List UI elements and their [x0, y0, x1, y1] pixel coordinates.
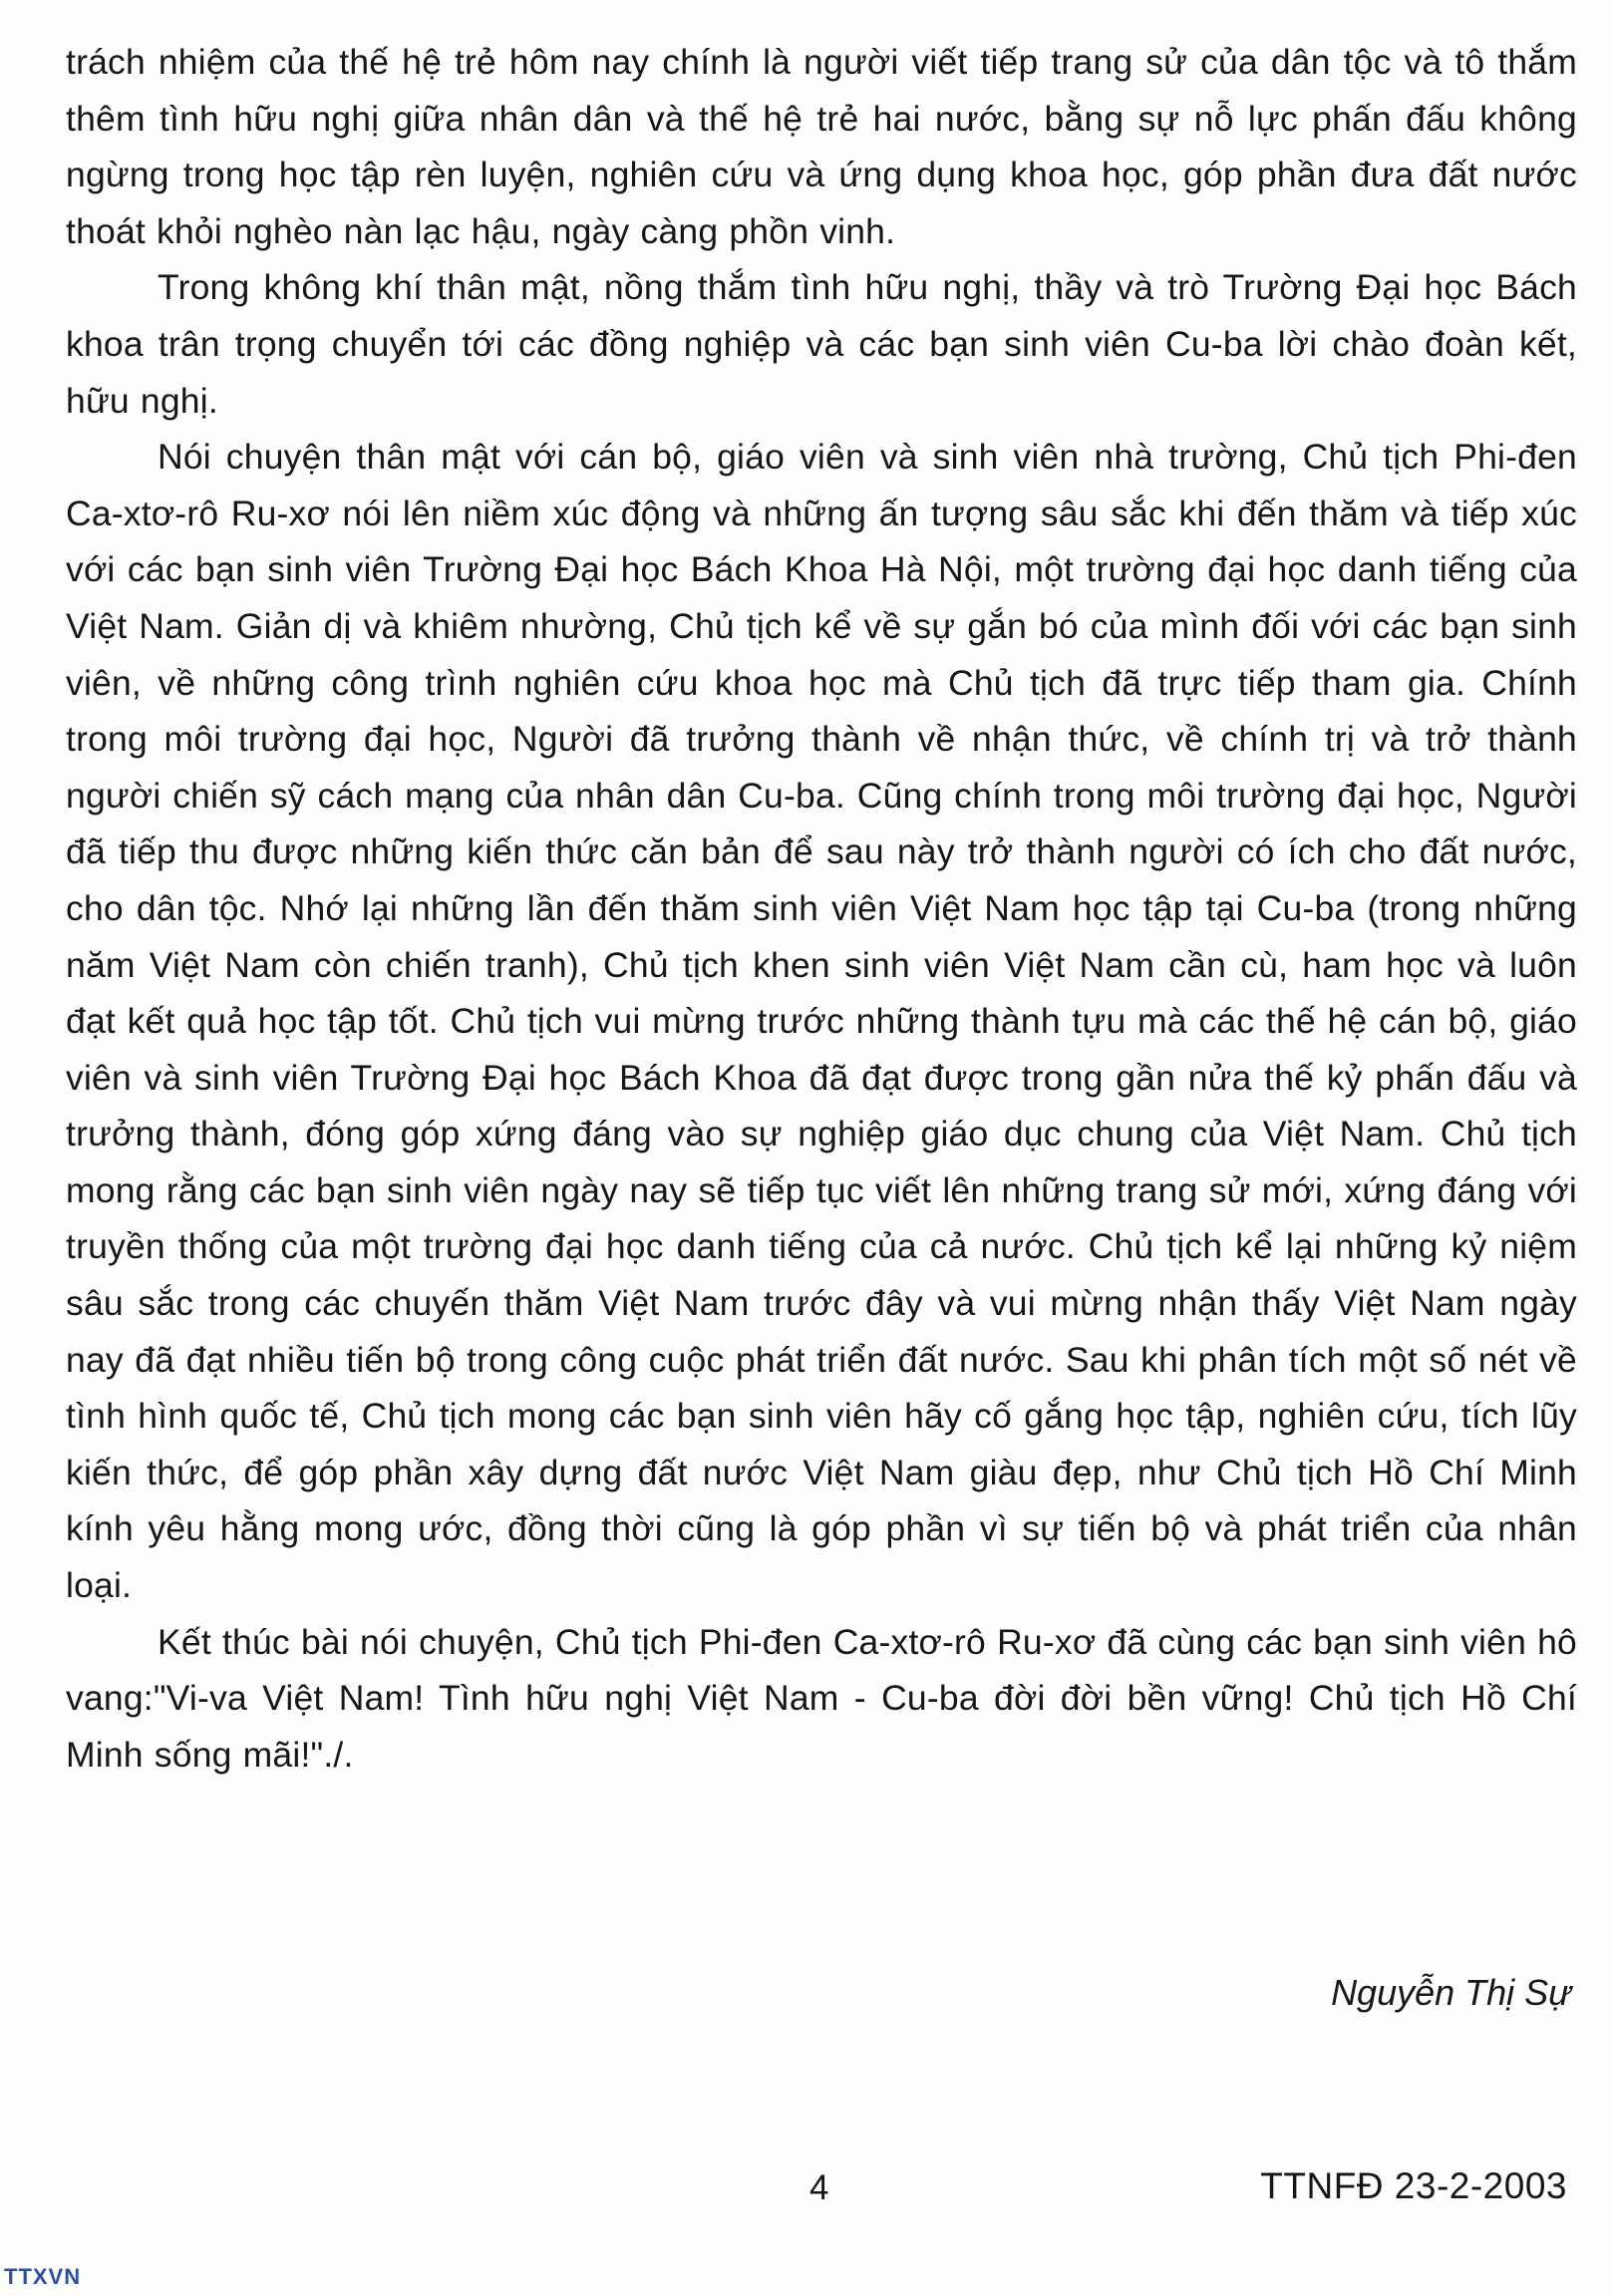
paragraph-speech: Nói chuyện thân mật với cán bộ, giáo viên và sinh viên nhà trường, Chủ tịch Phi-đen Ca-xtơ-rô Ru-xơ nói lên niềm xúc động và những ấn tượng sâu sắc khi đến thăm và tiếp xúc với các bạn sinh viên Trường Đại học Bách Khoa Hà Nội, một trường đại học danh tiếng của Việt Nam. Giản dị và khiêm nhường, Chủ tịch kể về sự gắn bó của mình đối với các bạn sinh viên, về những công trình nghiên cứu khoa học mà Chủ tịch đã trực tiếp tham gia. Chính trong môi trường đại học, Người đã trưởng thành về nhận thức, về chính trị và trở thành người chiến sỹ cách mạng của nhân dân Cu-ba. Cũng chính trong môi trường đại học, Người đã tiếp thu được những kiến thức căn bản để sau này trở thành người có ích cho đất nước, cho dân tộc. Nhớ lại những lần đến thăm sinh viên Việt Nam học tập tại Cu-ba (trong những năm Việt Nam còn chiến tranh), Chủ tịch khen sinh viên Việt Nam cần cù, ham học và luôn đạt kết quả học tập tốt. Chủ tịch vui mừng trước những thành tựu mà các thế hệ cán bộ, giáo viên và sinh viên Trường Đại học Bách Khoa đã đạt được trong gần nửa thế kỷ phấn đấu và trưởng thành, đóng góp xứng đáng vào sự nghiệp giáo dục chung của Việt Nam. Chủ tịch mong rằng các bạn sinh viên ngày nay sẽ tiếp tục viết lên những trang sử mới, xứng đáng với truyền thống của một trường đại học danh tiếng của cả nước. Chủ tịch kể lại những kỷ niệm sâu sắc trong các chuyến thăm Việt Nam trước đây và vui mừng nhận thấy Việt Nam ngày nay đã đạt nhiều tiến bộ trong công cuộc phát triển đất nước. Sau khi phân tích một số nét về tình hình quốc tế, Chủ tịch mong các bạn sinh viên hãy cố gắng học tập, nghiên cứu, tích lũy kiến thức, để góp phần xây dựng đất nước Việt Nam giàu đẹp, như Chủ tịch Hồ Chí Minh kính yêu hằng mong ước, đồng thời cũng là góp phần vì sự tiến bộ và phát triển của nhân loại. — [66, 437, 1577, 1606]
paragraph-greeting: Trong không khí thân mật, nồng thắm tình hữu nghị, thầy và trò Trường Đại học Bách khoa trân trọng chuyển tới các đồng nghiệp và các bạn sinh viên Cu-ba lời chào đoàn kết, hữu nghị. — [66, 267, 1577, 421]
page-number: 4 — [809, 2168, 829, 2207]
paragraph-closing: Kết thúc bài nói chuyện, Chủ tịch Phi-đen Ca-xtơ-rô Ru-xơ đã cùng các bạn sinh viên hô vang:"Vi-va Việt Nam! Tình hữu nghị Việt Nam - Cu-ba đời đời bền vững! Chủ tịch Hồ Chí Minh sống mãi!"./. — [66, 1621, 1577, 1775]
article-body — [66, 34, 1577, 1783]
svg-text:TTXVN: TTXVN — [4, 2264, 82, 2289]
paragraph-continuation: trách nhiệm của thế hệ trẻ hôm nay chính là người viết tiếp trang sử của dân tộc và tô thắm thêm tình hữu nghị giữa nhân dân và thế hệ trẻ hai nước, bằng sự nỗ lực phấn đấu không ngừng trong học tập rèn luyện, nghiên cứu và ứng dụng khoa học, góp phần đưa đất nước thoát khỏi nghèo nàn lạc hậu, ngày càng phồn vinh. — [66, 42, 1577, 251]
author-signature: Nguyễn Thị Sự — [1331, 1972, 1571, 2013]
ttxvn-logo-watermark — [2, 2261, 98, 2291]
bulletin-reference: TTNFĐ 23-2-2003 — [1260, 2165, 1567, 2206]
